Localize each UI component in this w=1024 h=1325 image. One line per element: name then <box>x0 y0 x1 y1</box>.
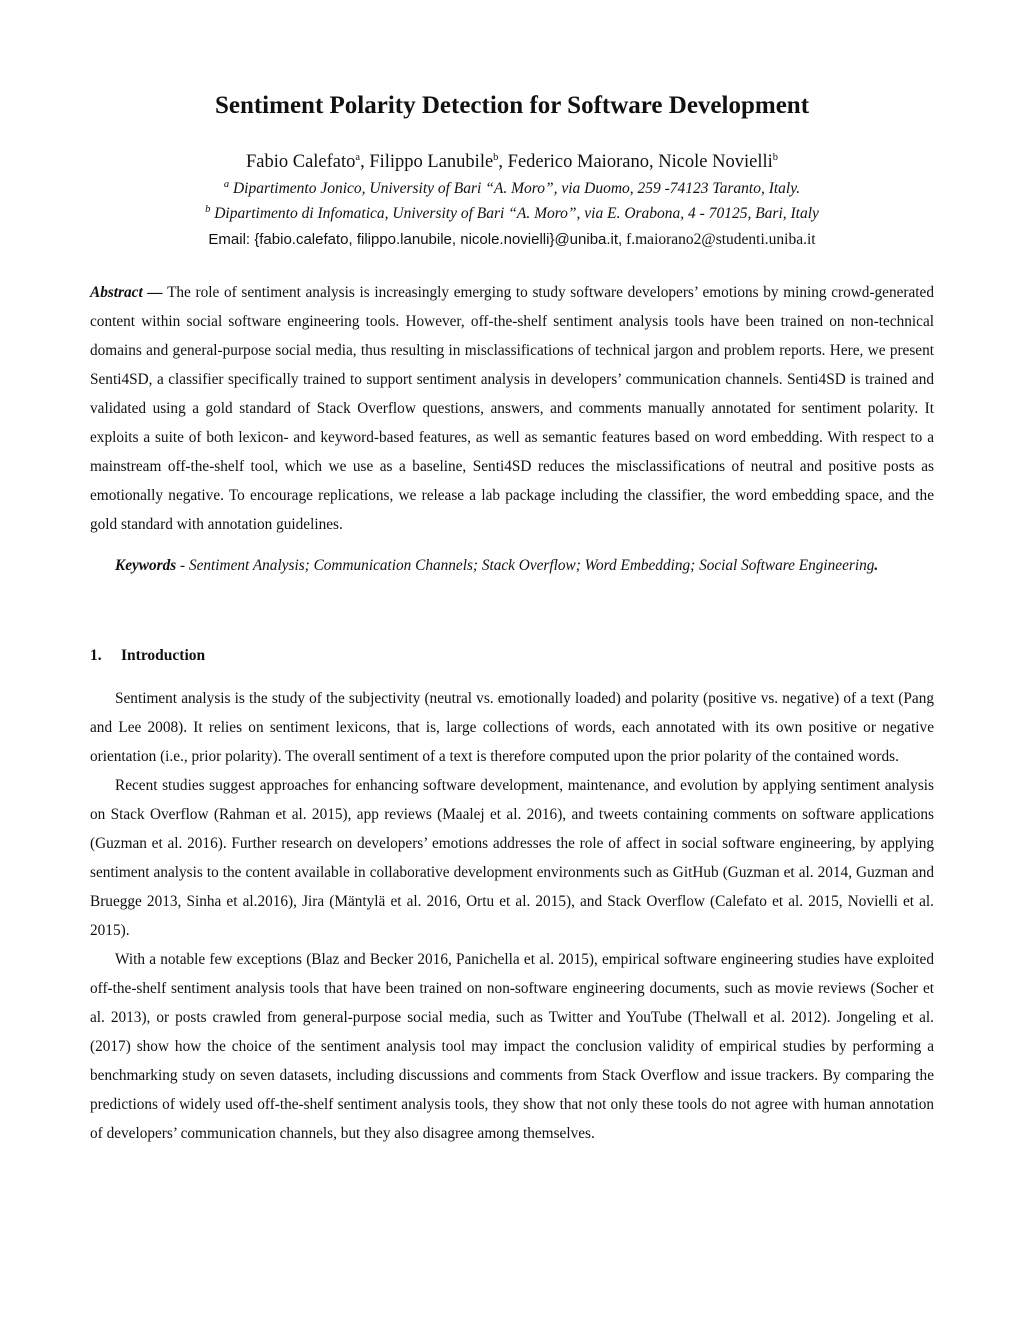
author-affiliation-mark: b <box>493 152 499 163</box>
paragraph: Sentiment analysis is the study of the subjectivity (neutral vs. emotionally loaded) and polarity (positive vs. negative) of a text (Pang and Lee 2008). It relies on sentiment lexicons, that is, large collections of words, each annotated with its own positive or negative orientation (i.e., prior polarity). The overall sentiment of a text is therefore computed upon the prior polarity of the contained words. <box>90 690 934 765</box>
affiliation-text: Dipartimento di Infomatica, University of Bari “A. Moro”, via E. Orabona, 4 - 70125, Bari, Italy <box>214 205 819 222</box>
author-name: Filippo Lanubile <box>369 152 494 172</box>
keywords-text: - Sentiment Analysis; Communication Channels; Stack Overflow; Word Embedding; Social Software Engineering <box>180 557 875 574</box>
paragraph: Recent studies suggest approaches for enhancing software development, maintenance, and evolution by applying sentiment analysis on Stack Overflow (Rahman et al. 2015), app reviews (Maalej et al. 2016), and tweets containing comments on software applications (Guzman et al. 2016). Further research on developers’ emotions addresses the role of affect in social software engineering, by applying sentiment analysis to the content available in collaborative development environments such as GitHub (Guzman et al. 2014, Guzman and Bruegge 2013, Sinha et al.2016), Jira (Mäntylä et al. 2016, Ortu et al. 2015), and Stack Overflow (Calefato et al. 2015, Novielli et al. 2015). <box>90 777 934 939</box>
affiliation <box>90 203 934 225</box>
author-name: Federico Maiorano <box>507 152 649 172</box>
author-affiliation-mark: b <box>772 152 779 163</box>
email-extra: f.maiorano2@studenti.uniba.it <box>626 231 816 248</box>
keywords-end: . <box>874 557 879 574</box>
author-name: Nicole Novielli <box>658 152 773 172</box>
affiliation-mark: b <box>205 204 211 215</box>
abstract-text: The role of sentiment analysis is increasingly emerging to study software developers’ emotions by mining crowd-generated content within social software engineering tools. However, off-the-shelf sentiment analysis tools have been trained on non-technical domains and general-purpose social media, thus resulting in misclassifications of technical jargon and problem reports. Here, we present Senti4SD, a classifier specifically trained to support sentiment analysis in developers’ communication channels. Senti4SD is trained and validated using a gold standard of Stack Overflow questions, answers, and comments manually annotated for sentiment polarity. It exploits a suite of both lexicon- and keyword-based features, as well as semantic features based on word embedding. With respect to a mainstream off-the-shelf tool, which we use as a baseline, Senti4SD reduces the misclassifications of neutral and positive posts as emotionally negative. To encourage replications, we release a lab package including the classifier, the word embedding space, and the gold standard with annotation guidelines. <box>90 284 934 533</box>
affiliation-text: Dipartimento Jonico, University of Bari “A. Moro”, via Duomo, 259 -74123 Taranto, Italy. <box>232 180 801 197</box>
keywords <box>90 556 934 576</box>
section-body <box>90 684 934 1148</box>
paragraph: With a notable few exceptions (Blaz and Becker 2016, Panichella et al. 2015), empirical software engineering studies have exploited off-the-shelf sentiment analysis tools that have been trained on non-software engineering documents, such as movie reviews (Socher et al. 2013), or posts crawled from general-purpose social media, such as Twitter and YouTube (Thelwall et al. 2012). Jongeling et al. (2017) show how the choice of the sentiment analysis tool may impact the conclusion validity of empirical studies by performing a benchmarking study on seven datasets, including discussions and comments from Stack Overflow and issue trackers. By comparing the predictions of widely used off-the-shelf sentiment analysis tools, they show that not only these tools do not agree with human annotation of developers’ communication channels, but they also disagree among themselves. <box>90 951 934 1142</box>
section-heading <box>90 645 205 667</box>
author-name: Fabio Calefato <box>245 152 356 172</box>
affiliation <box>90 178 934 200</box>
affiliation-mark: a <box>223 179 230 190</box>
abstract-label: Abstract — <box>90 284 163 301</box>
keywords-label: Keywords <box>115 557 177 574</box>
author-list: Fabio Calefato$^a$, Filippo Lanubile$^b$, Federico Maiorano, Nicole Novielli$^b$ <box>245 152 779 172</box>
email-main: Email: {fabio.calefato, filippo.lanubile, nicole.novielli}@uniba.it, <box>208 231 623 248</box>
section-number: 1. <box>90 647 102 664</box>
author-affiliation-mark: a <box>355 152 361 163</box>
paper-title: Sentiment Polarity Detection for Software Development <box>214 92 810 119</box>
email-line <box>90 229 934 251</box>
section-title: Introduction <box>121 647 206 664</box>
abstract <box>90 278 934 539</box>
